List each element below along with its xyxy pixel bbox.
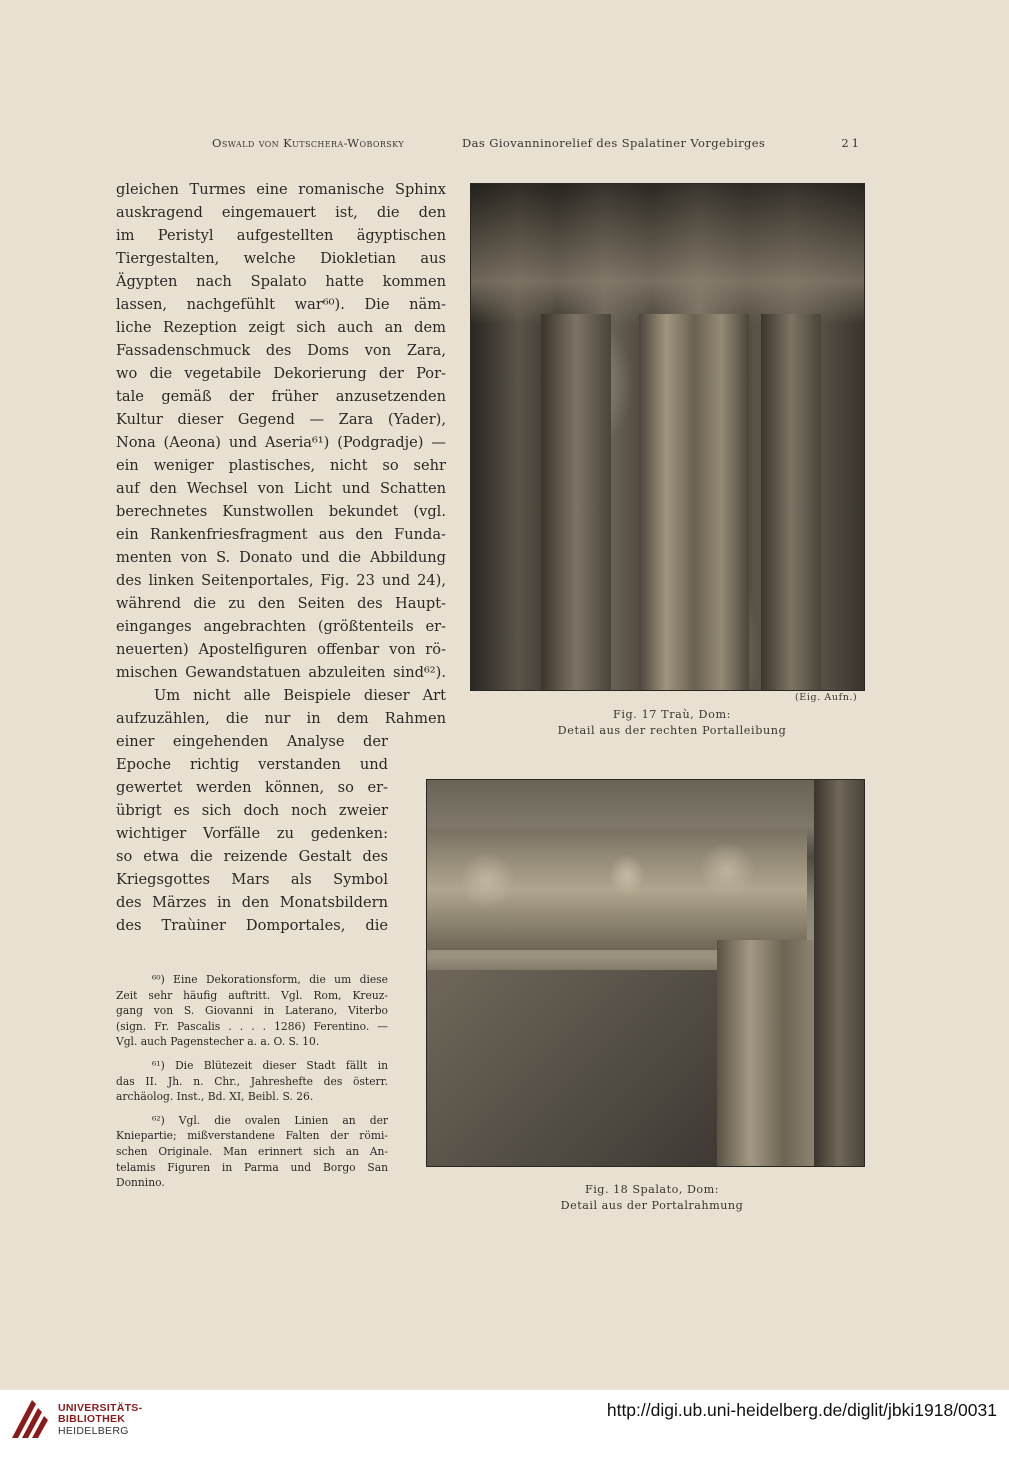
body-line: Nona (Aeona) und Aseria⁶¹) (Podgradje) —: [116, 434, 446, 451]
footnote-62-line: telamis Figuren in Parma und Borgo San: [116, 1160, 388, 1174]
figure-18-photo: [426, 779, 865, 1167]
body-text: [116, 178, 446, 937]
footnote-62-line: Kniepartie; mißverstandene Falten der römi-: [116, 1129, 388, 1143]
figure-17-caption-title: Fig. 17 Traù, Dom:: [612, 708, 732, 721]
body-line: Kriegsgottes Mars als Symbol: [116, 871, 388, 888]
figure-17-credit: (Eig. Aufn.): [795, 692, 858, 703]
body-line: ein Rankenfriesfragment aus den Funda-: [116, 526, 446, 543]
footnote-gap: [116, 1105, 388, 1113]
body-line: gewertet werden können, so er-: [116, 779, 388, 796]
figure-17-photo: [470, 183, 865, 691]
library-name[interactable]: [58, 1403, 142, 1437]
figure-17-column: [761, 314, 821, 690]
figure-18-jamb: [717, 940, 817, 1166]
body-line: Epoche richtig verstanden und: [116, 756, 388, 773]
body-line: auf den Wechsel von Licht und Schatten: [116, 480, 446, 497]
body-line: liche Rezeption zeigt sich auch an dem: [116, 319, 446, 336]
body-line: menten von S. Donato und die Abbildung: [116, 549, 446, 566]
body-line: so etwa die reizende Gestalt des: [116, 848, 388, 865]
body-line: ein weniger plastisches, nicht so sehr: [116, 457, 446, 474]
body-line: aufzuzählen, die nur in dem Rahmen: [116, 710, 446, 727]
body-line: Kultur dieser Gegend — Zara (Yader),: [116, 411, 446, 428]
page-permalink[interactable]: http://digi.ub.uni-heidelberg.de/diglit/jbki1918/0031: [606, 1400, 997, 1420]
footnote-62-line: ⁶²) Vgl. die ovalen Linien an der: [152, 1113, 388, 1127]
body-line: einganges angebrachten (größtenteils er-: [116, 618, 446, 635]
figure-17-carved-pilaster: [639, 314, 749, 690]
footnote-gap: [116, 1050, 388, 1058]
body-line: lassen, nachgefühlt war⁶⁰). Die näm-: [116, 296, 446, 313]
body-line: mischen Gewandstatuen abzuleiten sind⁶²).: [116, 664, 446, 681]
footnote-61-line: ⁶¹) Die Blütezeit dieser Stadt fällt in: [152, 1058, 388, 1072]
library-name-line: BIBLIOTHEK: [58, 1413, 126, 1426]
body-line: übrigt es sich doch noch zweier: [116, 802, 388, 819]
body-line: gleichen Turmes eine romanische Sphinx: [116, 181, 446, 198]
figure-18-caption: [520, 1182, 784, 1214]
figure-18-frieze: [427, 830, 807, 950]
figure-18-panel: [427, 970, 717, 1166]
body-line: des Märzes in den Monatsbildern: [116, 894, 388, 911]
page-number: 21: [841, 136, 862, 150]
library-logo-icon: [10, 1398, 50, 1440]
library-name-line: HEIDELBERG: [58, 1424, 129, 1437]
body-line: im Peristyl aufgestellten ägyptischen: [116, 227, 446, 244]
footnote-60-line: (sign. Fr. Pascalis . . . . 1286) Ferentino. —: [116, 1019, 388, 1033]
body-line: Tiergestalten, welche Diokletian aus: [116, 250, 446, 267]
footnote-61-line: archäolog. Inst., Bd. XI, Beibl. S. 26.: [116, 1090, 314, 1104]
figure-18-caption-title: Fig. 18 Spalato, Dom:: [584, 1183, 720, 1196]
body-line: wo die vegetabile Dekorierung der Por-: [116, 365, 446, 382]
footnote-62-line: schen Originale. Man erinnert sich an An-: [116, 1144, 388, 1158]
body-line: auskragend eingemauert ist, die den: [116, 204, 446, 221]
figure-17-column: [541, 314, 611, 690]
library-name-line: UNIVERSITÄTS-: [58, 1402, 143, 1414]
footnote-60-line: Zeit sehr häufig auftritt. Vgl. Rom, Kreuz-: [116, 988, 388, 1002]
figure-17-caption: [540, 707, 804, 739]
body-line: Um nicht alle Beispiele dieser Art: [154, 687, 446, 704]
body-line: berechnetes Kunstwollen bekundet (vgl.: [116, 503, 446, 520]
body-line: des Traùiner Domportales, die: [116, 917, 388, 934]
figure-18-caption-detail: Detail aus der Portalrahmung: [560, 1199, 744, 1212]
footnote-62-line: Donnino.: [116, 1176, 165, 1190]
body-line: des linken Seitenportales, Fig. 23 und 24),: [116, 572, 446, 589]
body-line: während die zu den Seiten des Haupt-: [116, 595, 446, 612]
footnote-61-line: das II. Jh. n. Chr., Jahreshefte des österr.: [116, 1074, 388, 1088]
body-line: wichtiger Vorfälle zu gedenken:: [116, 825, 388, 842]
footnotes: [116, 972, 388, 1191]
footnote-60-line: ⁶⁰) Eine Dekorationsform, die um diese: [152, 973, 388, 986]
running-head-title: Das Giovanninorelief des Spalatiner Vorgebirges: [462, 136, 766, 150]
footnote-60-line: Vgl. auch Pagenstecher a. a. O. S. 10.: [116, 1035, 320, 1049]
figure-18-border: [814, 780, 864, 1166]
body-line: tale gemäß der früher anzusetzenden: [116, 388, 446, 405]
body-line: einer eingehenden Analyse der: [116, 733, 388, 750]
body-line: Fassadenschmuck des Doms von Zara,: [116, 342, 446, 359]
running-head-author: Oswald von Kutschera-Woborsky: [212, 136, 404, 150]
figure-17-arch: [471, 184, 864, 324]
footnote-60-line: gang von S. Giovanni in Laterano, Viterbo: [116, 1004, 388, 1018]
body-line: neuerten) Apostelfiguren offenbar von rö-: [116, 641, 446, 658]
figure-17-caption-detail: Detail aus der rechten Portalleibung: [557, 724, 787, 737]
body-line: Ägypten nach Spalato hatte kommen: [116, 273, 446, 290]
